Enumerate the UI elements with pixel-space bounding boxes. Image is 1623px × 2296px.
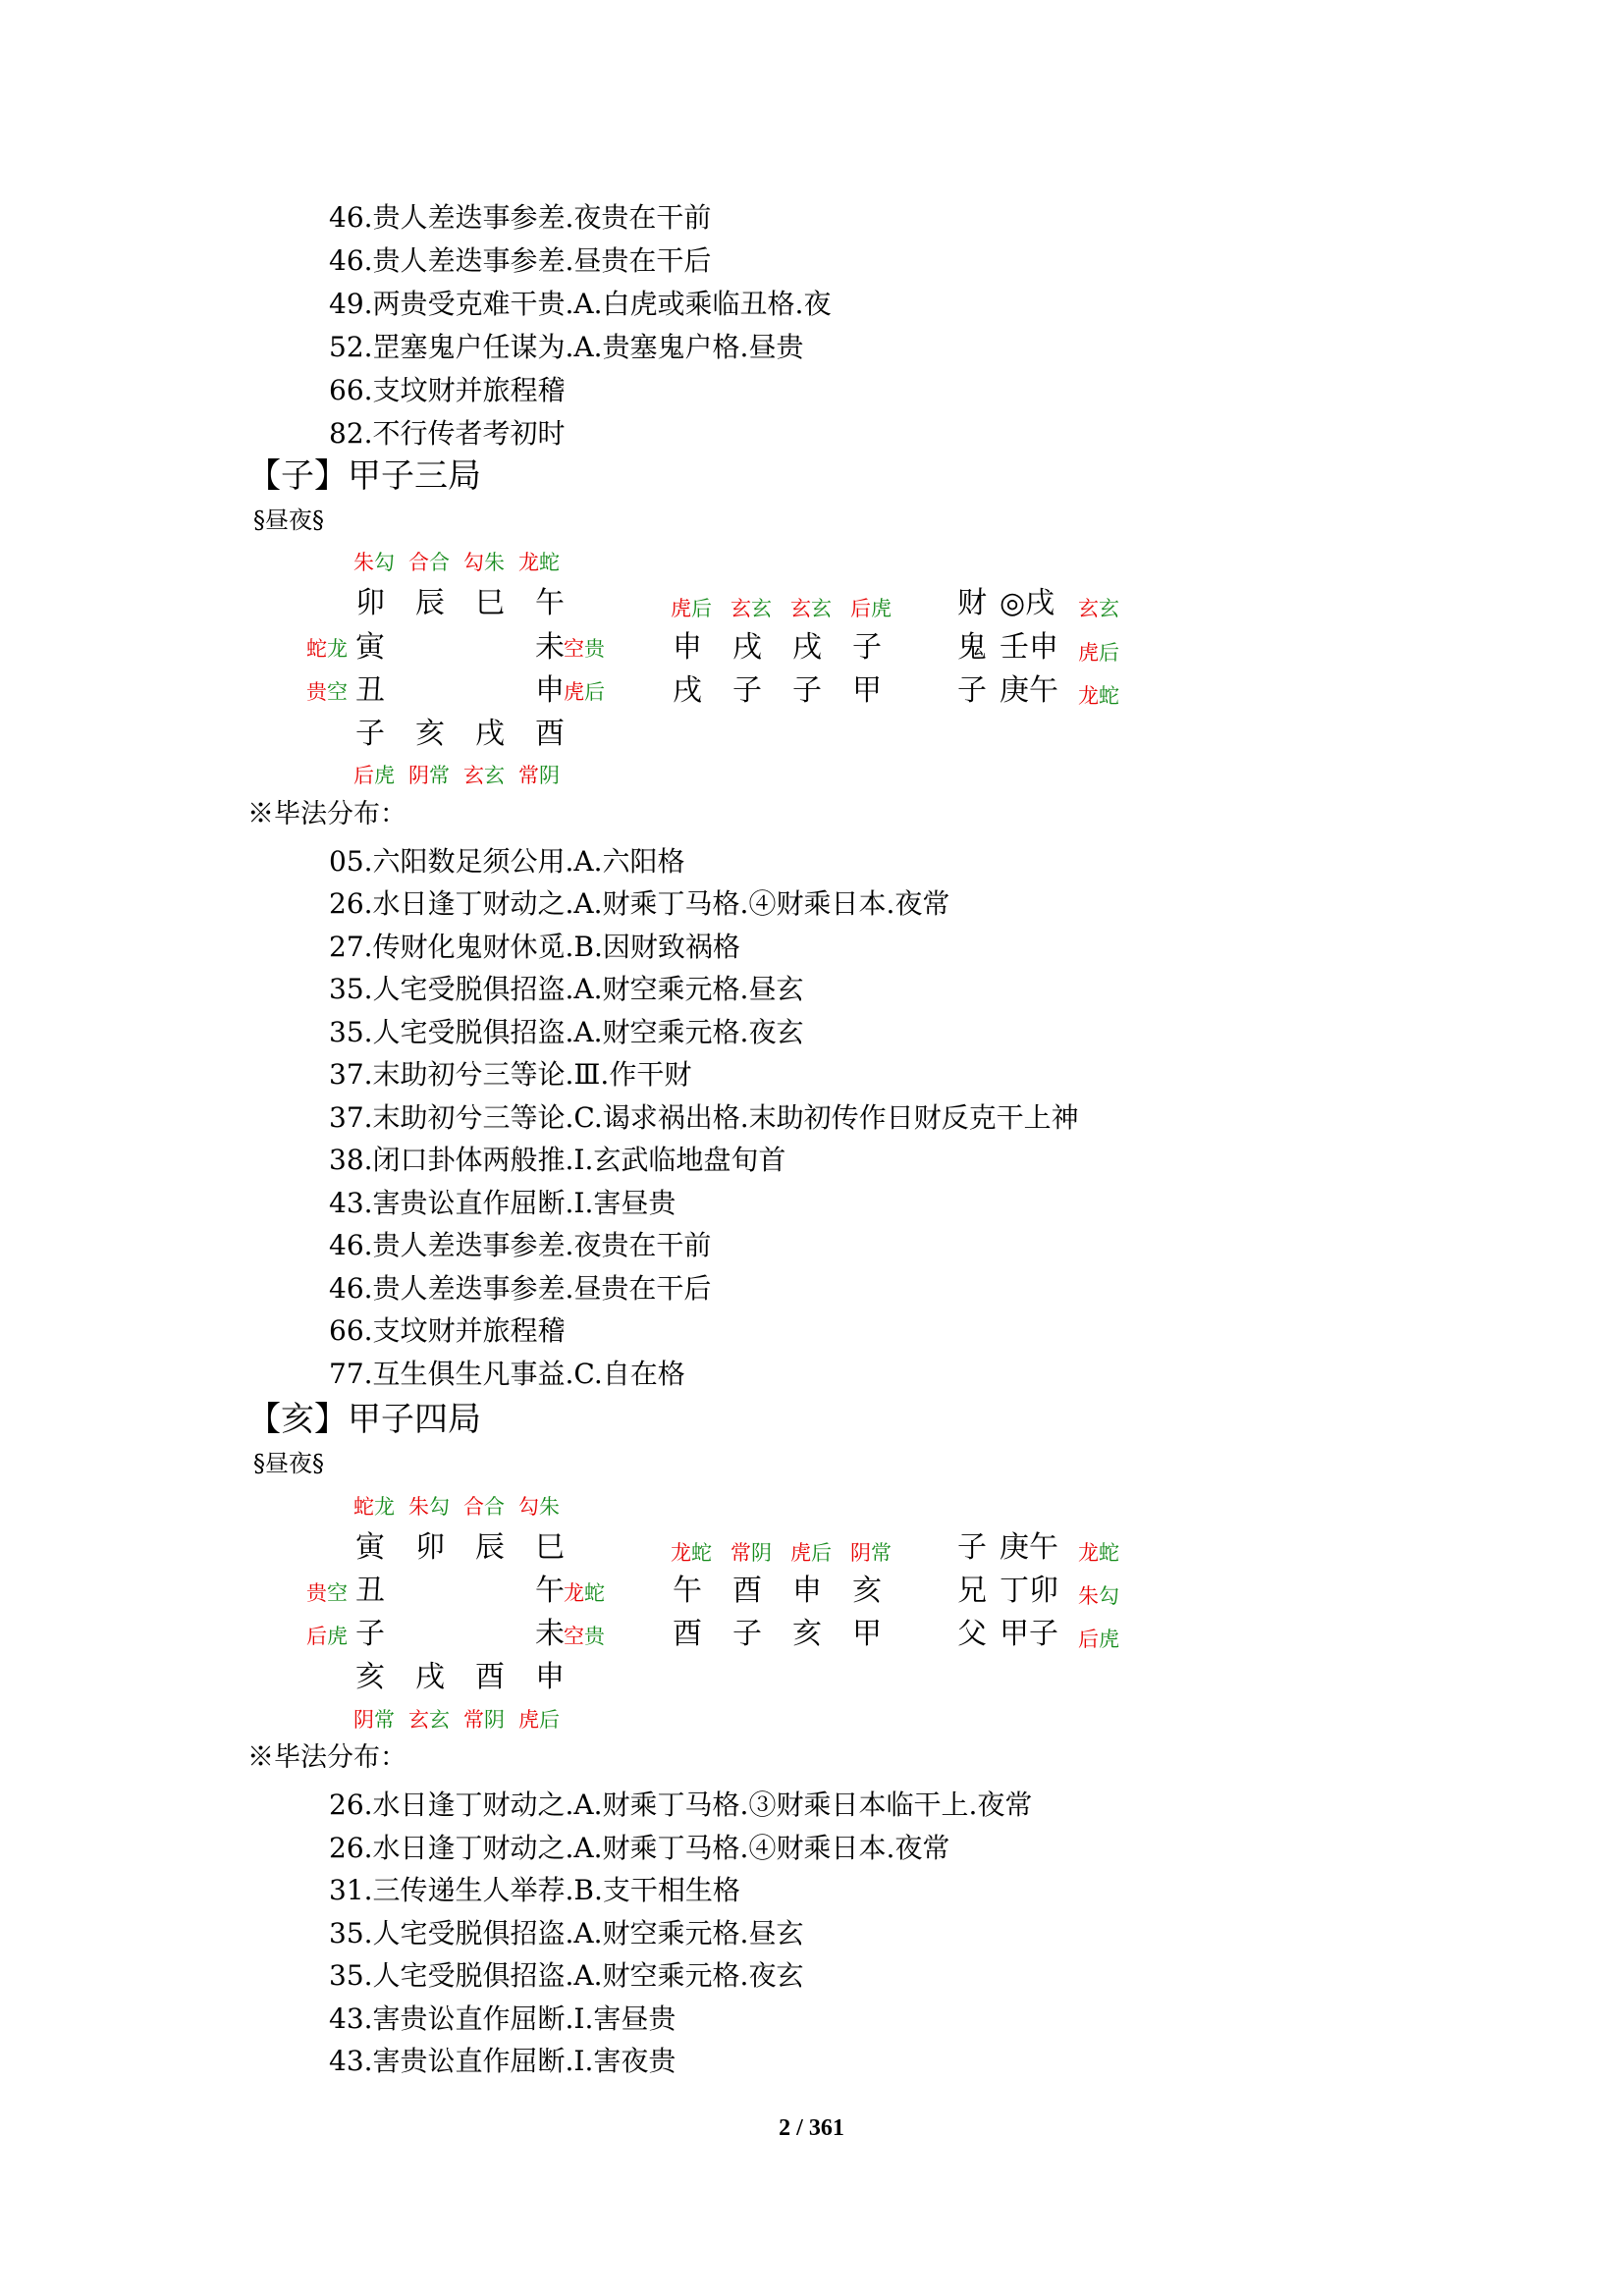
day-night-label: §昼夜§ bbox=[253, 1450, 324, 1477]
tianjiang-tag: 阴常 bbox=[353, 1708, 395, 1732]
tianjiang-tag: 玄玄 bbox=[463, 764, 505, 787]
chuan-relation: 子 bbox=[957, 1530, 987, 1565]
bifa-item: 77.互生俱生凡事益.C.自在格 bbox=[329, 1358, 685, 1390]
lesson-cell: 申 bbox=[792, 1574, 822, 1608]
bifa-item: 43.害贵讼直作屈断.Ⅰ.害昼贵 bbox=[329, 1187, 676, 1219]
bifa-item: 35.人宅受脱俱招盗.A.财空乘元格.夜玄 bbox=[329, 1016, 804, 1048]
bifa-title: ※毕法分布： bbox=[247, 799, 406, 829]
lesson-cell: 戌 bbox=[792, 630, 822, 665]
lesson-cell: 甲 bbox=[852, 1617, 882, 1651]
top-line: 52.罡塞鬼户任谋为.A.贵塞鬼户格.昼贵 bbox=[329, 331, 804, 363]
plate-branch: 巳 bbox=[535, 1530, 565, 1565]
tianjiang-tag: 空贵 bbox=[564, 1625, 605, 1648]
plate-branch: 辰 bbox=[475, 1530, 505, 1565]
tianjiang-tag: 勾朱 bbox=[518, 1495, 560, 1519]
tianjiang-tag: 勾朱 bbox=[463, 551, 505, 574]
tianjiang-tag: 龙蛇 bbox=[564, 1581, 605, 1605]
plate-branch: 申 bbox=[535, 1660, 565, 1694]
lesson-cell: 酉 bbox=[673, 1617, 702, 1651]
tianjiang-tag: 朱勾 bbox=[1078, 1584, 1119, 1608]
plate-branch: 卯 bbox=[355, 586, 385, 620]
chuan-relation: 父 bbox=[957, 1617, 987, 1651]
plate-branch: 巳 bbox=[475, 586, 505, 620]
bifa-item: 38.闭口卦体两般推.Ⅰ.玄武临地盘旬首 bbox=[329, 1144, 786, 1176]
chuan-relation: 兄 bbox=[957, 1574, 987, 1608]
tianjiang-tag: 虎后 bbox=[564, 680, 605, 704]
plate-branch: 丑 bbox=[355, 1574, 385, 1608]
section-title: 【子】甲子三局 bbox=[247, 456, 481, 496]
chuan-stem: 壬申 bbox=[1000, 630, 1058, 665]
tianjiang-tag: 阴常 bbox=[850, 1541, 892, 1565]
tianjiang-tag: 虎后 bbox=[790, 1541, 832, 1565]
lesson-cell: 午 bbox=[673, 1574, 702, 1608]
plate-branch: 丑 bbox=[355, 673, 385, 708]
section-title: 【亥】甲子四局 bbox=[247, 1400, 481, 1439]
lesson-cell: 亥 bbox=[792, 1617, 822, 1651]
tianjiang-tag: 虎后 bbox=[1078, 641, 1119, 665]
tianjiang-tag: 玄玄 bbox=[1078, 597, 1119, 620]
tianjiang-tag: 后虎 bbox=[1078, 1628, 1119, 1651]
lesson-cell: 亥 bbox=[852, 1574, 882, 1608]
plate-branch: 酉 bbox=[535, 717, 565, 751]
plate-branch: 亥 bbox=[355, 1660, 385, 1694]
chuan-stem: 庚午 bbox=[1000, 1530, 1058, 1565]
bifa-item: 05.六阳数足须公用.A.六阳格 bbox=[329, 845, 685, 878]
tianjiang-tag: 后虎 bbox=[353, 764, 395, 787]
lesson-cell: 申 bbox=[673, 630, 702, 665]
tianjiang-tag: 阴常 bbox=[408, 764, 450, 787]
plate-branch: 寅 bbox=[355, 1530, 385, 1565]
lesson-cell: 甲 bbox=[852, 673, 882, 708]
bifa-item: 35.人宅受脱俱招盗.A.财空乘元格.昼玄 bbox=[329, 973, 804, 1005]
chuan-stem: 庚午 bbox=[1000, 673, 1058, 708]
bifa-item: 27.传财化鬼财休觅.B.因财致祸格 bbox=[329, 931, 740, 963]
bifa-item: 46.贵人差迭事参差.夜贵在干前 bbox=[329, 1229, 712, 1261]
tianjiang-tag: 朱勾 bbox=[353, 551, 395, 574]
bifa-title: ※毕法分布： bbox=[247, 1742, 406, 1773]
bifa-item: 43.害贵讼直作屈断.Ⅰ.害夜贵 bbox=[329, 2045, 676, 2077]
plate-branch: 子 bbox=[355, 1617, 385, 1651]
tianjiang-tag: 后虎 bbox=[306, 1625, 348, 1648]
chuan-stem: 甲子 bbox=[1000, 1617, 1058, 1651]
tianjiang-tag: 空贵 bbox=[564, 637, 605, 661]
lesson-cell: 子 bbox=[852, 630, 882, 665]
tianjiang-tag: 龙蛇 bbox=[1078, 1541, 1119, 1565]
chuan-relation: 子 bbox=[957, 673, 987, 708]
tianjiang-tag: 合合 bbox=[408, 551, 450, 574]
top-line: 46.贵人差迭事参差.昼贵在干后 bbox=[329, 244, 712, 277]
top-line: 82.不行传者考初时 bbox=[329, 417, 566, 450]
bifa-item: 66.支坟财并旅程稽 bbox=[329, 1314, 566, 1347]
tianjiang-tag: 朱勾 bbox=[408, 1495, 450, 1519]
bifa-item: 26.水日逢丁财动之.A.财乘丁马格.④财乘日本.夜常 bbox=[329, 1832, 950, 1864]
tianjiang-tag: 贵空 bbox=[306, 1581, 348, 1605]
tianjiang-tag: 玄玄 bbox=[730, 597, 772, 620]
tianjiang-tag: 常阴 bbox=[518, 764, 560, 787]
chuan-stem: 丁卯 bbox=[1000, 1574, 1058, 1608]
lesson-cell: 戌 bbox=[732, 630, 762, 665]
plate-branch: 辰 bbox=[415, 586, 445, 620]
tianjiang-tag: 蛇龙 bbox=[306, 637, 348, 661]
tianjiang-tag: 贵空 bbox=[306, 680, 348, 704]
page-number: 2 / 361 bbox=[779, 2115, 844, 2141]
bifa-item: 43.害贵讼直作屈断.Ⅰ.害昼贵 bbox=[329, 2002, 676, 2035]
bifa-item: 26.水日逢丁财动之.A.财乘丁马格.④财乘日本.夜常 bbox=[329, 887, 950, 920]
top-line: 66.支坟财并旅程稽 bbox=[329, 374, 566, 406]
tianjiang-tag: 蛇龙 bbox=[353, 1495, 395, 1519]
bifa-item: 37.末助初兮三等论.C.谒求祸出格.末助初传作日财反克干上神 bbox=[329, 1101, 1079, 1134]
top-line: 46.贵人差迭事参差.夜贵在干前 bbox=[329, 201, 712, 234]
lesson-cell: 酉 bbox=[732, 1574, 762, 1608]
plate-branch: 亥 bbox=[415, 717, 445, 751]
tianjiang-tag: 合合 bbox=[463, 1495, 505, 1519]
bifa-item: 37.末助初兮三等论.Ⅲ.作干财 bbox=[329, 1058, 692, 1091]
tianjiang-tag: 虎后 bbox=[671, 597, 712, 620]
plate-branch: 申 bbox=[535, 673, 565, 708]
bifa-item: 35.人宅受脱俱招盗.A.财空乘元格.夜玄 bbox=[329, 1959, 804, 1992]
bifa-item: 26.水日逢丁财动之.A.财乘丁马格.③财乘日本临干上.夜常 bbox=[329, 1789, 1033, 1821]
chuan-relation: 财 bbox=[957, 586, 987, 620]
plate-branch: 午 bbox=[535, 586, 565, 620]
chuan-relation: 鬼 bbox=[957, 630, 987, 665]
tianjiang-tag: 龙蛇 bbox=[518, 551, 560, 574]
plate-branch: 酉 bbox=[475, 1660, 505, 1694]
bifa-item: 35.人宅受脱俱招盗.A.财空乘元格.昼玄 bbox=[329, 1917, 804, 1949]
plate-branch: 卯 bbox=[415, 1530, 445, 1565]
plate-branch: 寅 bbox=[355, 630, 385, 665]
plate-branch: 戌 bbox=[475, 717, 505, 751]
lesson-cell: 子 bbox=[792, 673, 822, 708]
lesson-cell: 子 bbox=[732, 1617, 762, 1651]
bifa-item: 46.贵人差迭事参差.昼贵在干后 bbox=[329, 1272, 712, 1305]
tianjiang-tag: 龙蛇 bbox=[1078, 684, 1119, 708]
plate-branch: 戌 bbox=[415, 1660, 445, 1694]
tianjiang-tag: 常阴 bbox=[730, 1541, 772, 1565]
tianjiang-tag: 龙蛇 bbox=[671, 1541, 712, 1565]
tianjiang-tag: 后虎 bbox=[850, 597, 892, 620]
plate-branch: 未 bbox=[535, 1617, 565, 1651]
day-night-label: §昼夜§ bbox=[253, 507, 324, 534]
tianjiang-tag: 玄玄 bbox=[408, 1708, 450, 1732]
bifa-item: 31.三传递生人举荐.B.支干相生格 bbox=[329, 1874, 740, 1906]
tianjiang-tag: 玄玄 bbox=[790, 597, 832, 620]
lesson-cell: 戌 bbox=[673, 673, 702, 708]
plate-branch: 子 bbox=[355, 717, 385, 751]
top-line: 49.两贵受克难干贵.A.白虎或乘临丑格.夜 bbox=[329, 288, 832, 320]
chuan-stem: ◎戌 bbox=[1000, 586, 1055, 620]
plate-branch: 未 bbox=[535, 630, 565, 665]
tianjiang-tag: 虎后 bbox=[518, 1708, 560, 1732]
tianjiang-tag: 常阴 bbox=[463, 1708, 505, 1732]
plate-branch: 午 bbox=[535, 1574, 565, 1608]
lesson-cell: 子 bbox=[732, 673, 762, 708]
